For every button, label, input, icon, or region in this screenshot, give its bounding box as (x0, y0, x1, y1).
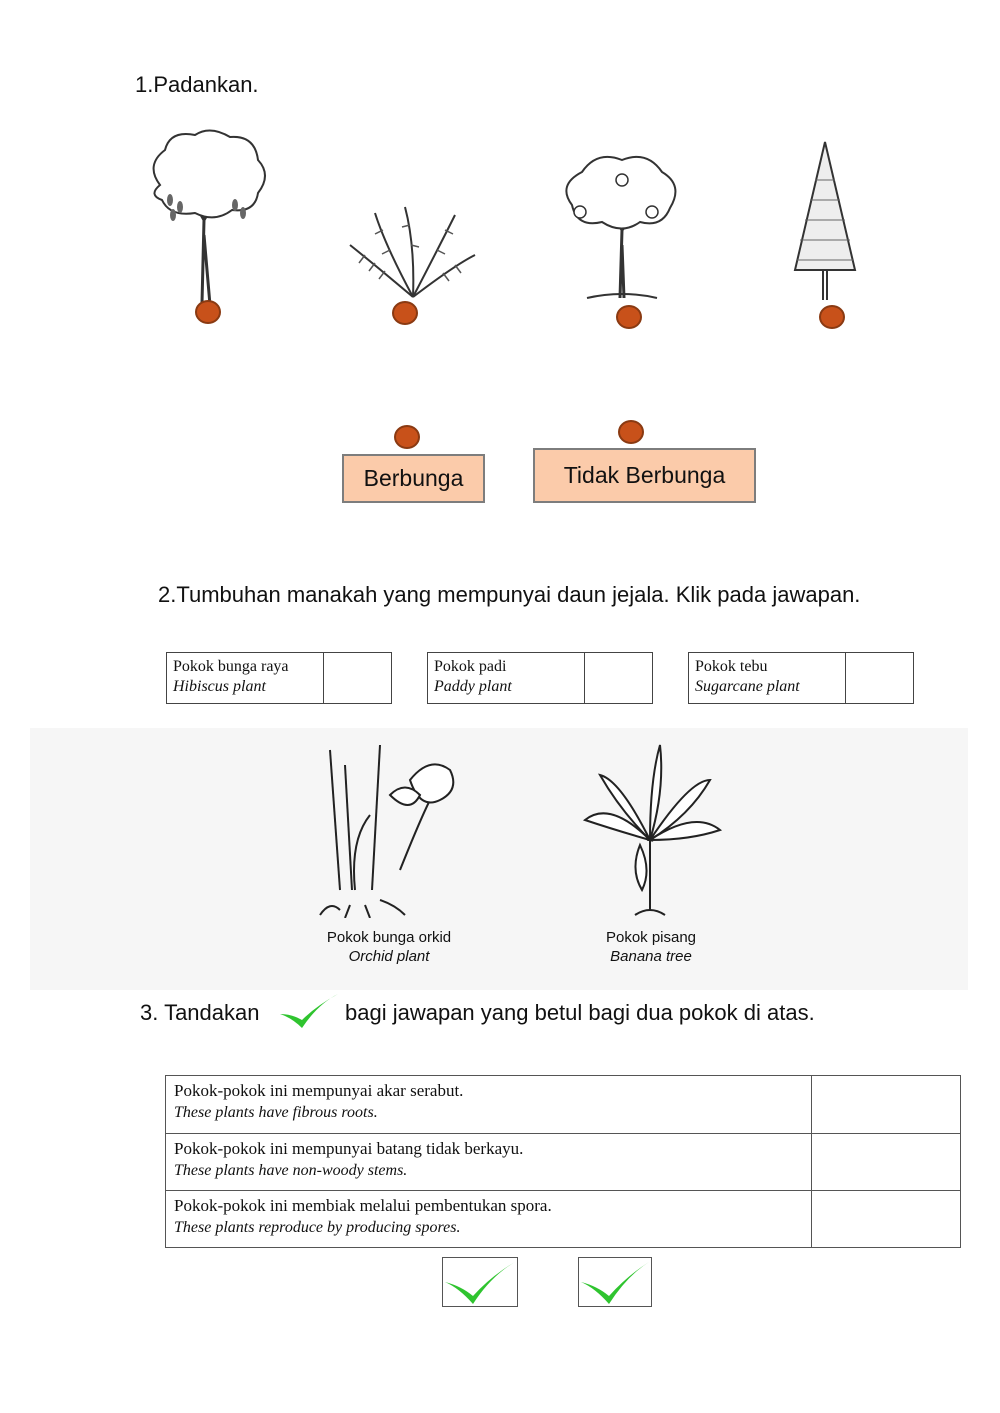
option-hibiscus-english: Hibiscus plant (173, 678, 266, 695)
orchid-caption (300, 928, 478, 966)
match-dot-tree-3[interactable] (616, 305, 642, 329)
statement-2-text: Pokok-pokok ini mempunyai batang tidak berkayu. (174, 1139, 524, 1158)
fruit-tree-image (140, 125, 275, 305)
fern-image (345, 205, 480, 300)
pine-tree-image (785, 140, 865, 302)
orchid-caption-english: Orchid plant (348, 948, 430, 965)
category-tidak-berbunga[interactable]: Tidak Berbunga (533, 448, 756, 503)
statement-1-english: These plants have fibrous roots. (174, 1104, 378, 1121)
draggable-check-1[interactable] (442, 1257, 518, 1307)
option-paddy-answer-cell[interactable] (585, 653, 652, 703)
fruit-shrub-image (552, 150, 687, 300)
statement-3-english: These plants reproduce by producing spores. (174, 1219, 461, 1236)
option-paddy-name: Pokok padi (434, 658, 507, 675)
q3-title-before: 3. Tandakan (140, 1000, 260, 1025)
match-dot-tree-2[interactable] (392, 301, 418, 325)
q2-title: 2.Tumbuhan manakah yang mempunyai daun jejala. Klik pada jawapan. (158, 582, 861, 607)
plants-scan-area (30, 728, 968, 990)
match-dot-tidak-berbunga[interactable] (618, 420, 644, 444)
category-berbunga[interactable]: Berbunga (342, 454, 485, 503)
match-dot-tree-1[interactable] (195, 300, 221, 324)
orchid-caption-name: Pokok bunga orkid (326, 929, 452, 946)
statement-2-english: These plants have non-woody stems. (174, 1162, 408, 1179)
banana-tree-image (580, 740, 725, 920)
statement-3-text: Pokok-pokok ini membiak melalui pembentukan spora. (174, 1196, 552, 1215)
match-dot-berbunga[interactable] (394, 425, 420, 449)
option-paddy-english: Paddy plant (434, 678, 512, 695)
statement-1-answer-cell[interactable] (812, 1076, 961, 1134)
statement-table (165, 1075, 961, 1248)
statement-3-answer-cell[interactable] (812, 1191, 961, 1248)
statement-1-text: Pokok-pokok ini mempunyai akar serabut. (174, 1081, 464, 1100)
banana-caption (571, 928, 731, 966)
statement-row (166, 1076, 961, 1134)
option-sugarcane-name: Pokok tebu (695, 658, 768, 675)
option-sugarcane-english: Sugarcane plant (695, 678, 800, 695)
option-hibiscus-name: Pokok bunga raya (173, 658, 289, 675)
option-paddy[interactable] (427, 652, 653, 704)
banana-caption-name: Pokok pisang (605, 929, 697, 946)
statement-row (166, 1134, 961, 1191)
statement-row (166, 1191, 961, 1248)
option-sugarcane-answer-cell[interactable] (846, 653, 913, 703)
q3-title-after: bagi jawapan yang betul bagi dua pokok di atas. (345, 1000, 815, 1025)
match-dot-tree-4[interactable] (819, 305, 845, 329)
option-hibiscus-answer-cell[interactable] (324, 653, 391, 703)
orchid-image (310, 740, 470, 918)
option-hibiscus[interactable] (166, 652, 392, 704)
check-icon (443, 1258, 517, 1306)
check-icon (579, 1258, 651, 1306)
q1-title: 1.Padankan. (135, 72, 259, 97)
option-sugarcane[interactable] (688, 652, 914, 704)
banana-caption-english: Banana tree (610, 948, 692, 965)
draggable-check-2[interactable] (578, 1257, 652, 1307)
statement-2-answer-cell[interactable] (812, 1134, 961, 1191)
checkmark-icon (278, 992, 340, 1030)
